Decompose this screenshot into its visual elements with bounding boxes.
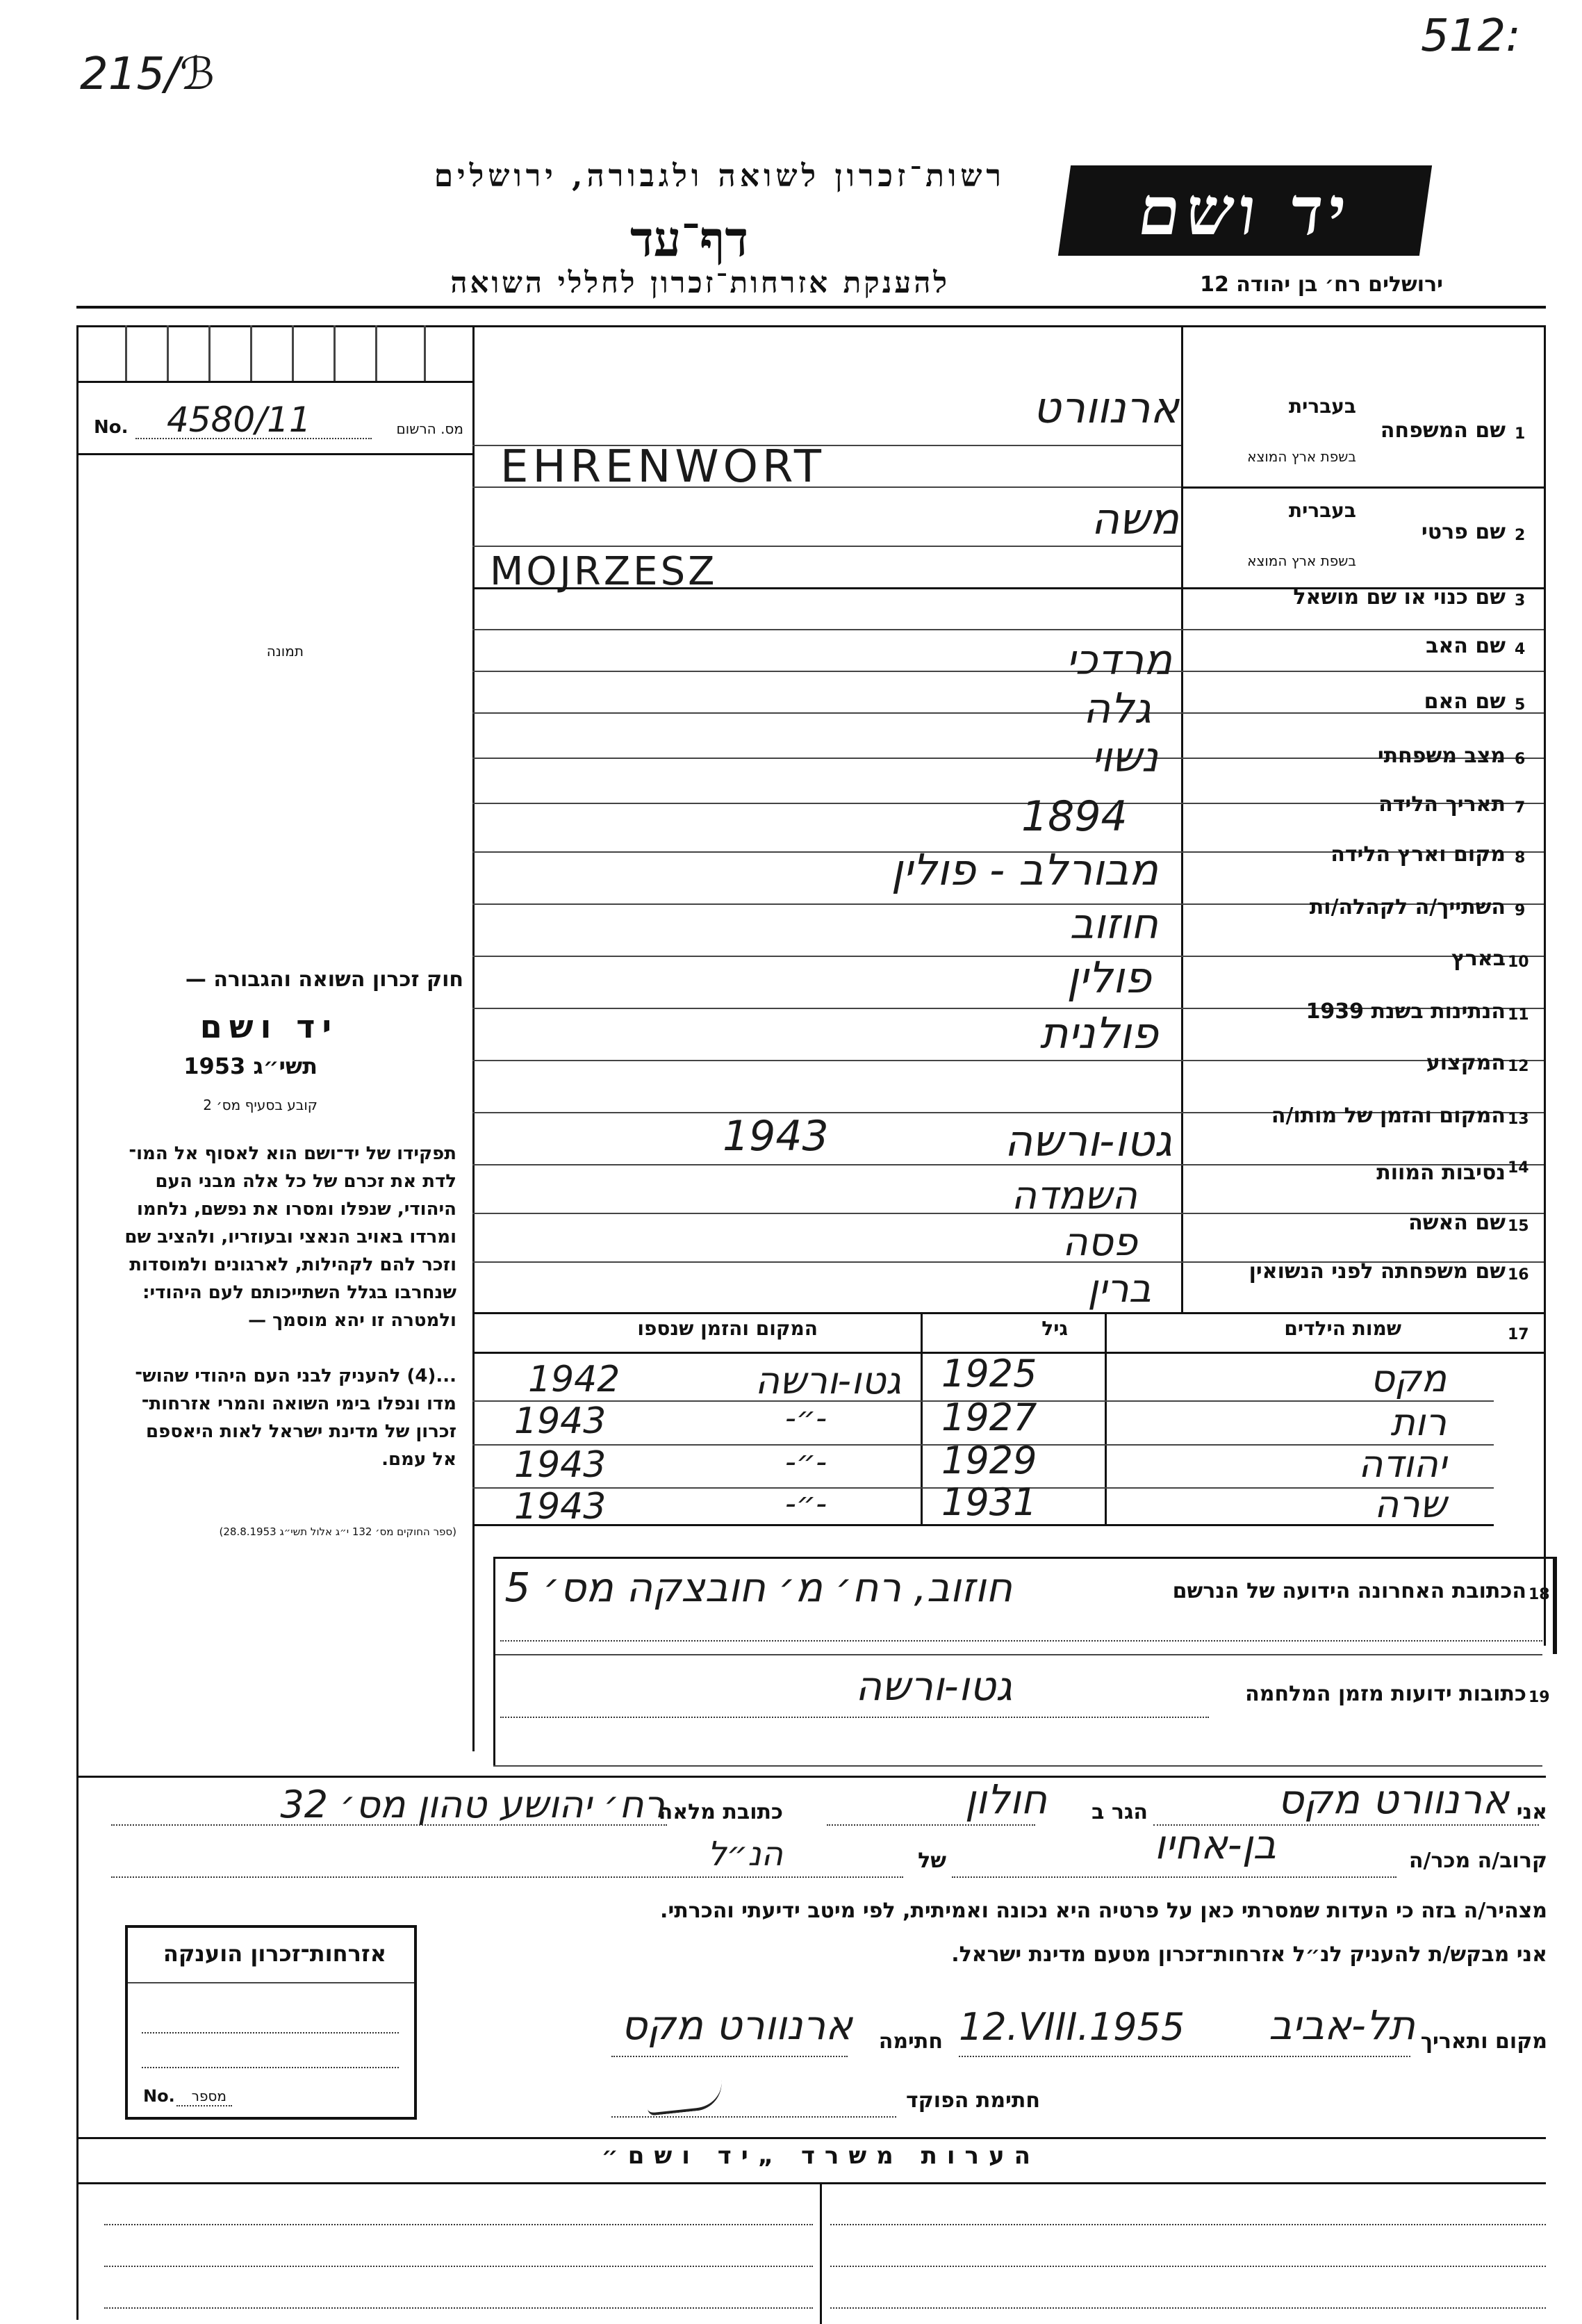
field-19-value: גטו-ורשה <box>855 1662 1012 1710</box>
child-2-place: -״- <box>785 1400 827 1436</box>
authority-title: רשות־זכרון לשואה ולגבורה, ירושלים <box>434 158 1005 194</box>
child-4-place: -״- <box>785 1486 827 1521</box>
child-4-age: 1931 <box>941 1480 1037 1524</box>
field-7-value: 1894 <box>1021 792 1128 841</box>
registration-no-label: No. <box>94 417 129 438</box>
relation-value: בן-אחיו <box>1154 1821 1276 1868</box>
statement-2: אני מבקש/ת להעניק לנ״ל אזרחות־זכרון מטעם מדינת ישראל. <box>951 1942 1547 1967</box>
field-1-value-latin: EHRENWORT <box>500 441 825 493</box>
registration-number: 4580/11 <box>167 400 311 440</box>
field-2-sub1: בעברית <box>1288 499 1356 522</box>
law-citation: (ספר החוקים מס׳ 132 י״ג אלול תשי״ג 28.8.1953) <box>219 1525 456 1538</box>
child-3-place: -״- <box>785 1444 827 1480</box>
field-12-num: 12 <box>1508 1058 1529 1075</box>
field-16-num: 16 <box>1508 1266 1529 1284</box>
field-13-year: 1943 <box>723 1112 829 1161</box>
child-3-year: 1943 <box>514 1444 607 1486</box>
children-header-names: שמות הילדים <box>1284 1317 1401 1340</box>
resides-value: חולון <box>964 1776 1047 1823</box>
field-8-num: 8 <box>1515 849 1526 867</box>
place-value: תל-אביב <box>1269 2002 1415 2049</box>
remarks-title: הערות משרד „יד ושם״ <box>601 2142 1040 2170</box>
child-2-name: רות <box>1390 1400 1447 1444</box>
child-4-name: שרה <box>1374 1482 1447 1526</box>
field-5-num: 5 <box>1515 696 1526 714</box>
officer-signature-mark <box>644 2070 724 2116</box>
field-9-label: השתייך/ה לקהלה/ות <box>1309 895 1506 919</box>
stamp-box-number-label: מספר <box>191 2088 226 2104</box>
field-2-num: 2 <box>1515 527 1526 544</box>
field-14-num: 14 <box>1508 1159 1529 1177</box>
field-1-label: שם המשפחה <box>1380 418 1506 443</box>
field-18-num: 18 <box>1529 1586 1550 1603</box>
officer-signature-label: חתימת הפוקד <box>906 2088 1040 2113</box>
stamp-box-no-label: No. <box>143 2086 175 2106</box>
field-14-label: נסיבות המוות <box>1376 1161 1506 1185</box>
field-5-label: שם האם <box>1424 689 1506 714</box>
field-3-num: 3 <box>1515 592 1526 609</box>
field-1-sub1: בעברית <box>1288 395 1356 418</box>
child-1-place: גטו-ורשה <box>755 1359 901 1402</box>
declarant-ani: אני <box>1516 1800 1547 1824</box>
address-label: כתובת מלאה <box>658 1800 783 1824</box>
corner-mark-right: 512: <box>1421 10 1521 62</box>
registration-label-heb: מס. הרשום <box>396 420 463 437</box>
field-1-sub2: בשפת ארץ המוצא <box>1247 448 1356 465</box>
field-10-value: פולין <box>1066 952 1151 1003</box>
field-3-label: שם כנוי או שם מושאל <box>1293 585 1506 609</box>
child-1-age: 1925 <box>941 1352 1037 1396</box>
of-label: של <box>918 1849 946 1873</box>
child-1-year: 1942 <box>528 1359 620 1400</box>
form-subtitle: להענקת אזרחות־זכרון לחללי השואה <box>450 265 950 300</box>
signature-value: ארנוורט מקס <box>620 2002 852 2049</box>
field-16-label: שם משפחתה לפני הנשואין <box>1249 1259 1506 1284</box>
field-7-num: 7 <box>1515 799 1526 817</box>
field-9-value: חוזוב <box>1069 900 1158 949</box>
field-10-label: בארץ <box>1451 947 1506 971</box>
of-value: הנ״ל <box>707 1835 783 1874</box>
logo-address: ירושלים רח׳ בן יהודה 12 <box>1200 272 1443 297</box>
resides-label: הגר ב <box>1091 1800 1148 1824</box>
field-15-num: 15 <box>1508 1218 1529 1235</box>
place-date-label: מקום ותאריך <box>1420 2029 1547 2054</box>
corner-mark-left: 215/ℬ <box>80 49 215 100</box>
field-6-label: מצב משפחתי <box>1377 744 1506 768</box>
field-18-value: חוזוב, רח׳ מ׳ חובצקה מס׳ 5 <box>504 1564 1012 1611</box>
law-clause: קובע בסעיף מס׳ 2 <box>203 1097 318 1113</box>
field-4-value: מרדכי <box>1066 636 1172 685</box>
signature-label: חתימה <box>878 2029 943 2054</box>
form-title: דף־עד <box>629 210 748 268</box>
field-6-value: נשוי <box>1091 733 1158 782</box>
children-header-place: המקום והזמן שנספו <box>637 1317 818 1340</box>
field-6-num: 6 <box>1515 751 1526 768</box>
citizenship-stamp-box <box>125 1925 417 2120</box>
field-16-value: ברין <box>1087 1266 1151 1311</box>
field-8-label: מקום וארץ הלידה <box>1330 842 1506 867</box>
logo-text: יד ושם <box>1133 171 1357 250</box>
field-10-num: 10 <box>1508 954 1529 971</box>
field-12-label: המקצוע <box>1426 1051 1506 1075</box>
field-15-value: פסה <box>1062 1220 1137 1265</box>
field-5-value: גלה <box>1082 685 1151 733</box>
field-7-label: תאריך הלידה <box>1378 792 1506 817</box>
law-title: חוק זכרון השואה והגבורה — <box>185 967 463 992</box>
field-14-value: השמדה <box>1011 1173 1137 1218</box>
child-2-year: 1943 <box>514 1400 607 1442</box>
field-15-label: שם האשה <box>1408 1211 1506 1235</box>
child-1-name: מקס <box>1369 1357 1447 1400</box>
field-11-value: פולנית <box>1039 1008 1158 1058</box>
field-1-value: ארנוורט <box>1032 382 1179 433</box>
statement-1: מצהיר/ה בזה כי העדות שמסרתי כאן על פרטיה היא נכונה ואמיתית, לפי מיטב ידיעתי והכרתי. <box>660 1899 1547 1923</box>
declarant-name: ארנוורט מקס <box>1277 1776 1509 1823</box>
field-4-num: 4 <box>1515 641 1526 658</box>
law-paragraph-2: ...(4) להעניק לבני העם היהודי שהוש־ מדו ונפלו בימי השואה והמרי אזרחות־ זכרון של מדינת ישראל לאות היאספם אל עמם. <box>135 1366 456 1470</box>
field-2-value: משה <box>1091 493 1179 544</box>
field-11-num: 11 <box>1508 1006 1529 1024</box>
field-13-num: 13 <box>1508 1111 1529 1128</box>
child-3-name: יהודה <box>1358 1442 1447 1486</box>
child-2-age: 1927 <box>941 1396 1037 1439</box>
field-4-label: שם האב <box>1426 634 1506 658</box>
relation-label: קרוב/ה מכר/ה <box>1408 1849 1547 1873</box>
law-name: יד ושם <box>199 1008 338 1045</box>
field-8-value: מבורלב - פולין <box>891 844 1158 895</box>
photo-label: תמונה <box>266 643 304 660</box>
field-13-value: גטו-ורשה <box>1004 1115 1172 1166</box>
children-header-age: גיל <box>1041 1317 1068 1340</box>
field-1-num: 1 <box>1515 425 1526 443</box>
field-9-num: 9 <box>1515 902 1526 919</box>
field-17-num: 17 <box>1508 1326 1529 1343</box>
field-18-label: הכתובת האחרונה הידועה של הנרשם <box>1172 1579 1526 1603</box>
yad-vashem-logo <box>1058 165 1432 256</box>
address-value: רח׳ יהושע טהון מס׳ 32 <box>280 1783 665 1826</box>
field-19-label: כתובות ידועות מזמן המלחמה <box>1245 1682 1526 1706</box>
child-3-age: 1929 <box>941 1439 1037 1482</box>
field-11-label: הנתינות בשנת 1939 <box>1305 999 1506 1024</box>
law-paragraph-1: תפקידו של יד־ושם הוא לאסוף אל המו־ לדת את זכרם של כל אלה מבני העם היהודי, שנפלו ומסרו את נפשם, נלחמו ומרדו באויב הנאצי ובעוזריו, ולהציב שם וזכר להם לקהילות, לארגונים ולמוסדות שנחרבו בגלל השתייכותם לעם היהודי: ולמטרה זו יהא מוסמך — <box>124 1143 456 1331</box>
field-2-sub2: בשפת ארץ המוצא <box>1247 553 1356 569</box>
field-13-label: המקום והזמן של מותו/ה <box>1271 1104 1506 1128</box>
law-year: תשי״ג 1953 <box>183 1053 318 1079</box>
stamp-box-title: אזרחות־זכרון הוענקה <box>163 1940 386 1967</box>
child-4-year: 1943 <box>514 1486 607 1528</box>
field-19-num: 19 <box>1529 1689 1550 1706</box>
date-value: 12.VIII.1955 <box>959 2005 1185 2049</box>
field-2-label: שם פרטי <box>1421 520 1506 544</box>
field-2-value-latin: MOJRZESZ <box>490 549 718 594</box>
